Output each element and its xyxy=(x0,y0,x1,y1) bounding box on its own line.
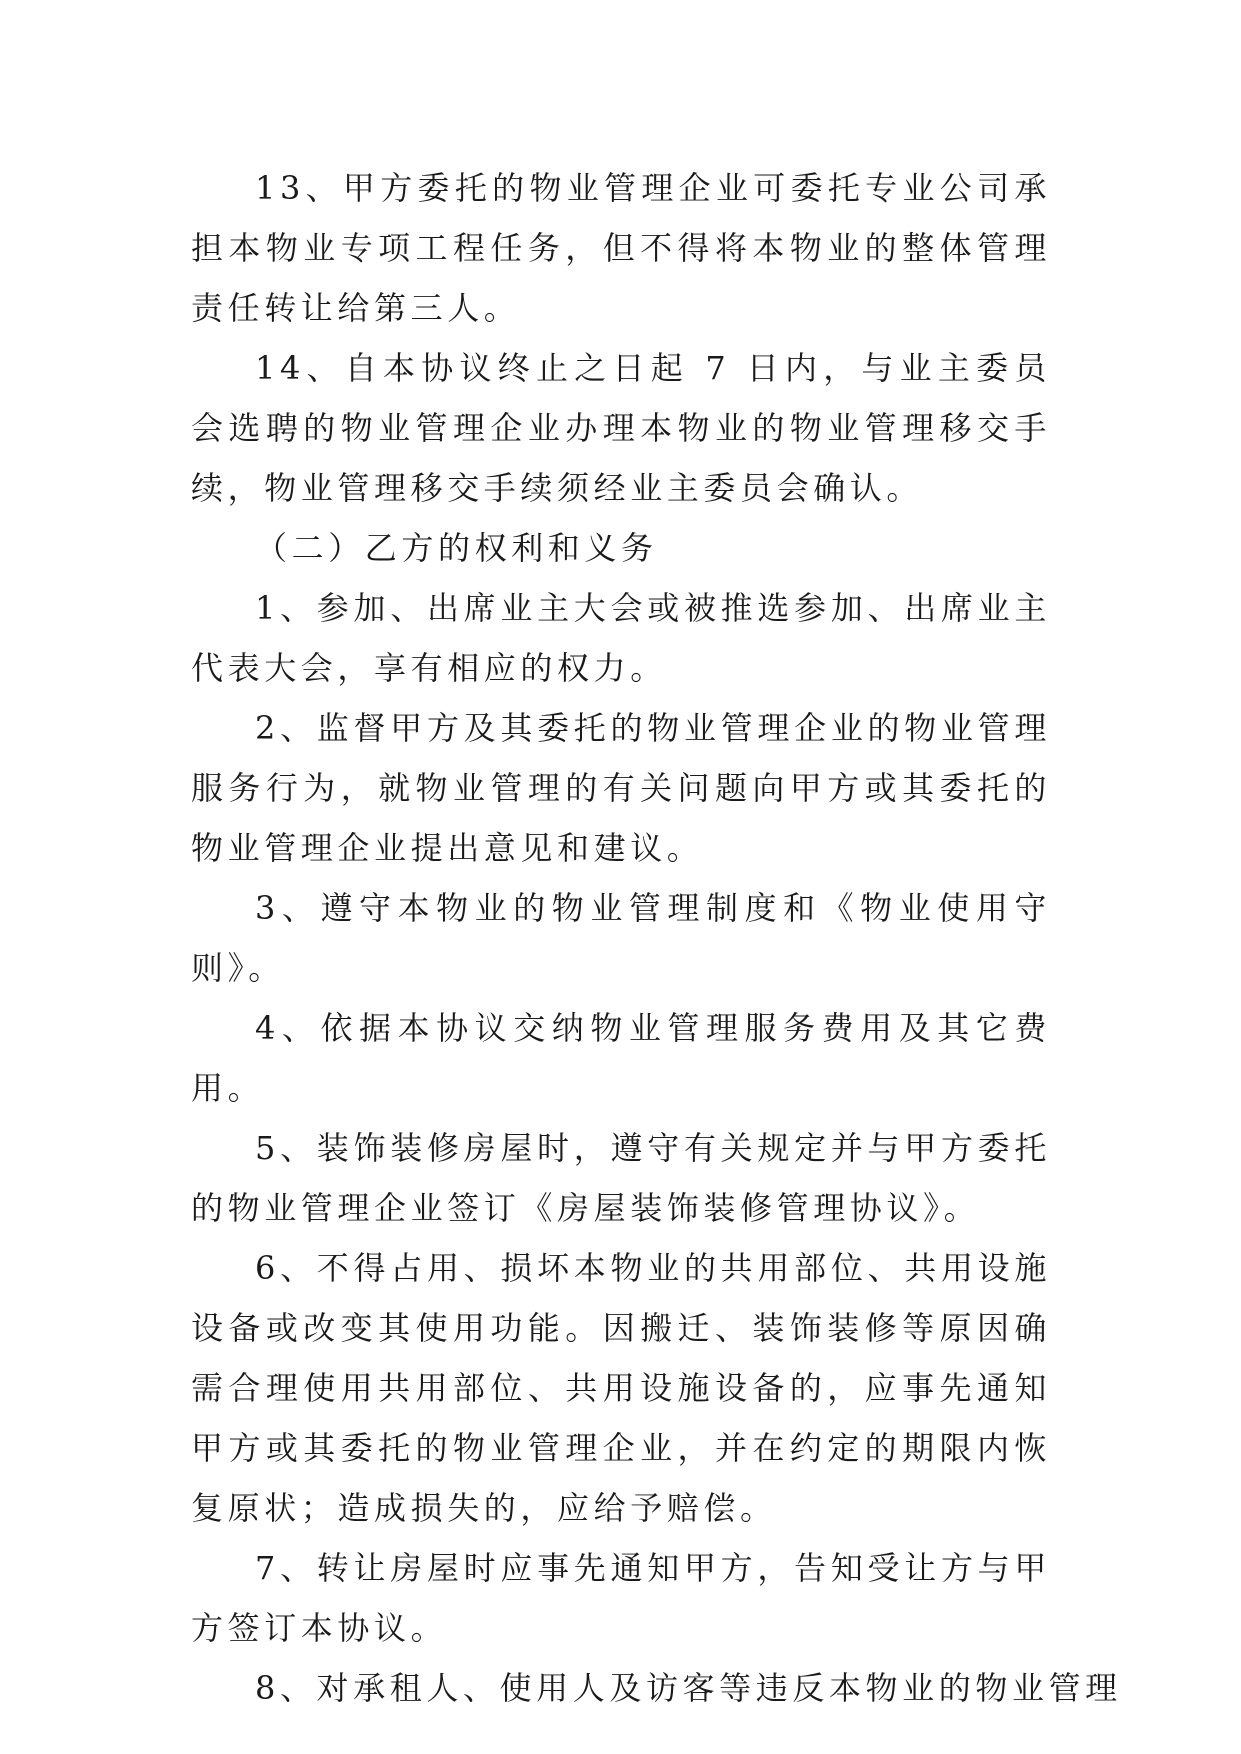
clause-b-2: 2、监督甲方及其委托的物业管理企业的物业管理服务行为，就物业管理的有关问题向甲方或其委托的物业管理企业提出意见和建议。 xyxy=(191,709,1051,867)
clause-14: 14、自本协议终止之日起 7 日内，与业主委员会选聘的物业管理企业办理本物业的物业管理移交手续，物业管理移交手续须经业主委员会确认。 xyxy=(191,349,1051,507)
document-body xyxy=(191,158,1122,1718)
clause-b-5: 5、装饰装修房屋时，遵守有关规定并与甲方委托的物业管理企业签订《房屋装饰装修管理协议》。 xyxy=(191,1129,1051,1227)
clause-b-6: 6、不得占用、损坏本物业的共用部位、共用设施设备或改变其使用功能。因搬迁、装饰装修等原因确需合理使用共用部位、共用设施设备的，应事先通知甲方或其委托的物业管理企业，并在约定的期限内恢复原状；造成损失的，应给予赔偿。 xyxy=(191,1249,1051,1527)
clause-13: 13、甲方委托的物业管理企业可委托专业公司承担本物业专项工程任务，但不得将本物业的整体管理责任转让给第三人。 xyxy=(191,169,1051,327)
clause-b-3: 3、遵守本物业的物业管理制度和《物业使用守则》。 xyxy=(191,889,1051,987)
section-heading-party-b-rights: （二）乙方的权利和义务 xyxy=(255,529,658,567)
clause-b-7: 7、转让房屋时应事先通知甲方，告知受让方与甲方签订本协议。 xyxy=(191,1549,1051,1647)
clause-b-8: 8、对承租人、使用人及访客等违反本物业的物业管理 xyxy=(255,1669,1122,1707)
clause-b-4: 4、依据本协议交纳物业管理服务费用及其它费用。 xyxy=(191,1009,1051,1107)
clause-b-1: 1、参加、出席业主大会或被推选参加、出席业主代表大会，享有相应的权力。 xyxy=(191,589,1051,687)
